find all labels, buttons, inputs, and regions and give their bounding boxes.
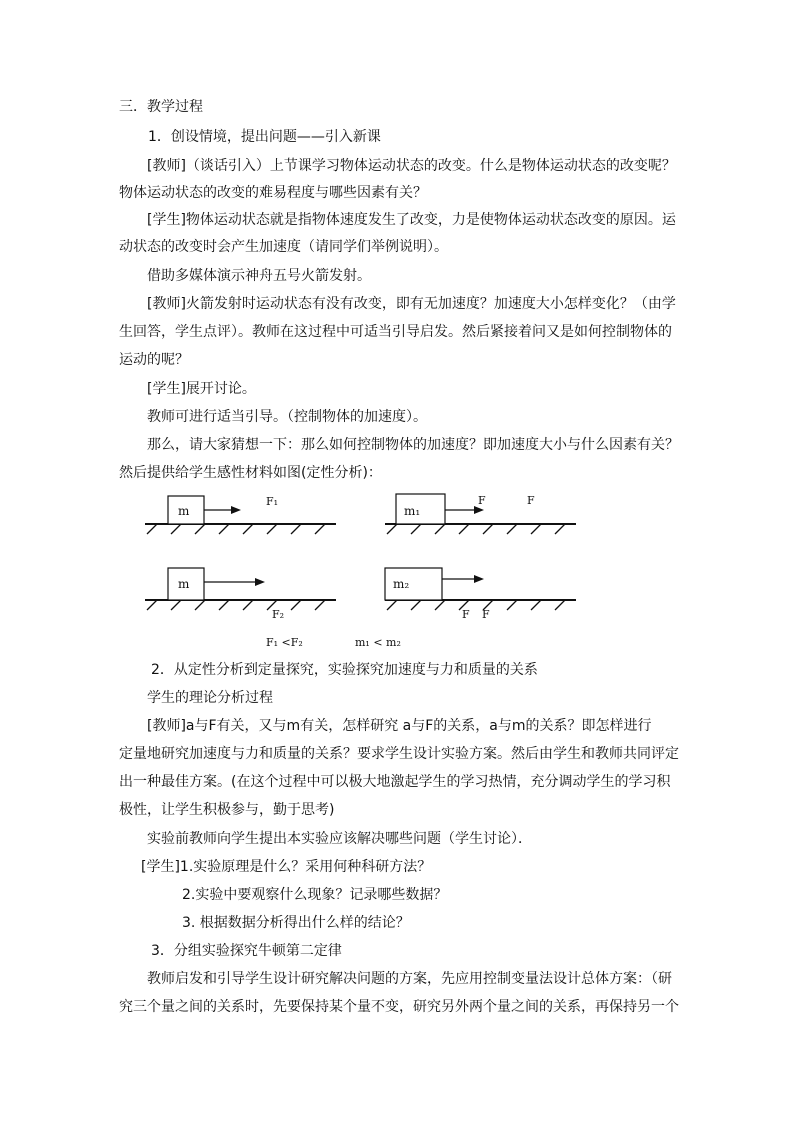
block-label: m₁ <box>404 504 421 518</box>
ground-hatch <box>145 525 336 536</box>
paragraph-guess-line2: 然后提供给学生感性材料如图(定性分析)： <box>119 465 382 481</box>
force-label-f: F <box>527 494 535 507</box>
paragraph-teacher-intro-line2: 物体运动状态的改变的难易程度与哪些因素有关？ <box>119 185 427 201</box>
force-arrow-head <box>255 578 265 586</box>
paragraph-multimedia: 借助多媒体演示神舟五号火箭发射。 <box>147 268 371 284</box>
paragraph-student-discuss: [学生]展开讨论。 <box>147 381 256 397</box>
force-comparison: F₁ <F₂ <box>266 636 303 649</box>
force-label-f: F <box>478 494 486 507</box>
ground-hatch <box>385 601 576 612</box>
paragraph-experiment-questions: 实验前教师向学生提出本实验应该解决哪些问题（学生讨论）． <box>147 831 532 847</box>
paragraph-theory: 学生的理论分析过程 <box>147 690 273 706</box>
panel-bottom-right <box>385 568 576 621</box>
question-3: 3. 根据数据分析得出什么样的结论？ <box>182 915 410 931</box>
force-arrow-head <box>231 506 241 514</box>
subsection-title-1: 1．创设情境，提出问题——引入新课 <box>148 129 381 145</box>
subsection-title-2: 2．从定性分析到定量探究，实验探究加速度与力和质量的关系 <box>151 662 538 678</box>
paragraph-student-answer-line2: 动状态的改变时会产生加速度（请同学们举例说明）。 <box>119 239 448 255</box>
mass-comparison: m₁ < m₂ <box>355 636 401 649</box>
ground-hatch <box>145 601 336 612</box>
question-1: [学生]1.实验原理是什么？采用何种科研方法？ <box>141 859 432 875</box>
panel-top-right <box>385 494 576 536</box>
paragraph-teacher-rocket-line1: [教师]火箭发射时运动状态有没有改变，即有无加速度？加速度大小怎样变化？（由学 <box>147 296 676 312</box>
block-label: m <box>178 577 190 591</box>
ground-hatch <box>385 525 576 536</box>
question-2: 2.实验中要观察什么现象？记录哪些数据？ <box>182 887 448 903</box>
force-arrow-head <box>474 575 484 583</box>
paragraph-teacher-guide: 教师可进行适当引导。（控制物体的加速度）。 <box>147 409 427 425</box>
force-label-f2: F₂ <box>272 608 285 621</box>
paragraph-teacher-method-line2: 定量地研究加速度与力和质量的关系？要求学生设计实验方案。然后由学生和教师共同评定 <box>119 746 679 762</box>
paragraph-design-line1: 教师启发和引导学生设计研究解决问题的方案，先应用控制变量法设计总体方案：（研 <box>147 971 672 987</box>
paragraph-teacher-intro-line1: [教师]（谈话引入）上节课学习物体运动状态的改变。什么是物体运动状态的改变呢？ <box>147 158 676 174</box>
block-label: m <box>178 504 190 518</box>
subsection-title-3: 3．分组实验探究牛顿第二定律 <box>151 943 342 959</box>
force-label-f1: F₁ <box>266 495 279 508</box>
paragraph-teacher-method-line1: [教师]a与F有关，又与m有关，怎样研究 a与F的关系，a与m的关系？即怎样进行 <box>147 718 652 734</box>
paragraph-teacher-method-line3: 出一种最佳方案。(在这个过程中可以极大地激起学生的学习热情，充分调动学生的学习积 <box>119 774 671 790</box>
paragraph-student-answer-line1: [学生]物体运动状态就是指物体速度发生了改变，力是使物体运动状态改变的原因。运 <box>147 212 676 228</box>
paragraph-teacher-method-line4: 极性，让学生积极参与，勤于思考) <box>119 802 335 818</box>
paragraph-design-line2: 究三个量之间的关系时，先要保持某个量不变，研究另外两个量之间的关系，再保持另一个 <box>119 999 679 1015</box>
force-label-f: F <box>462 608 470 621</box>
section-heading: 三．教学过程 <box>119 99 203 115</box>
force-label-f: F <box>482 608 490 621</box>
panel-top-left <box>145 495 336 536</box>
panel-bottom-left <box>145 568 336 621</box>
paragraph-teacher-rocket-line2: 生回答，学生点评）。教师在这过程中可适当引导启发。然后紧接着问又是如何控制物体的 <box>119 324 672 340</box>
paragraph-guess-line1: 那么，请大家猜想一下：那么如何控制物体的加速度？即加速度大小与什么因素有关？ <box>147 437 679 453</box>
force-arrow-head <box>474 506 484 514</box>
block-label: m₂ <box>393 577 410 591</box>
paragraph-teacher-rocket-line3: 运动的呢？ <box>119 352 189 368</box>
